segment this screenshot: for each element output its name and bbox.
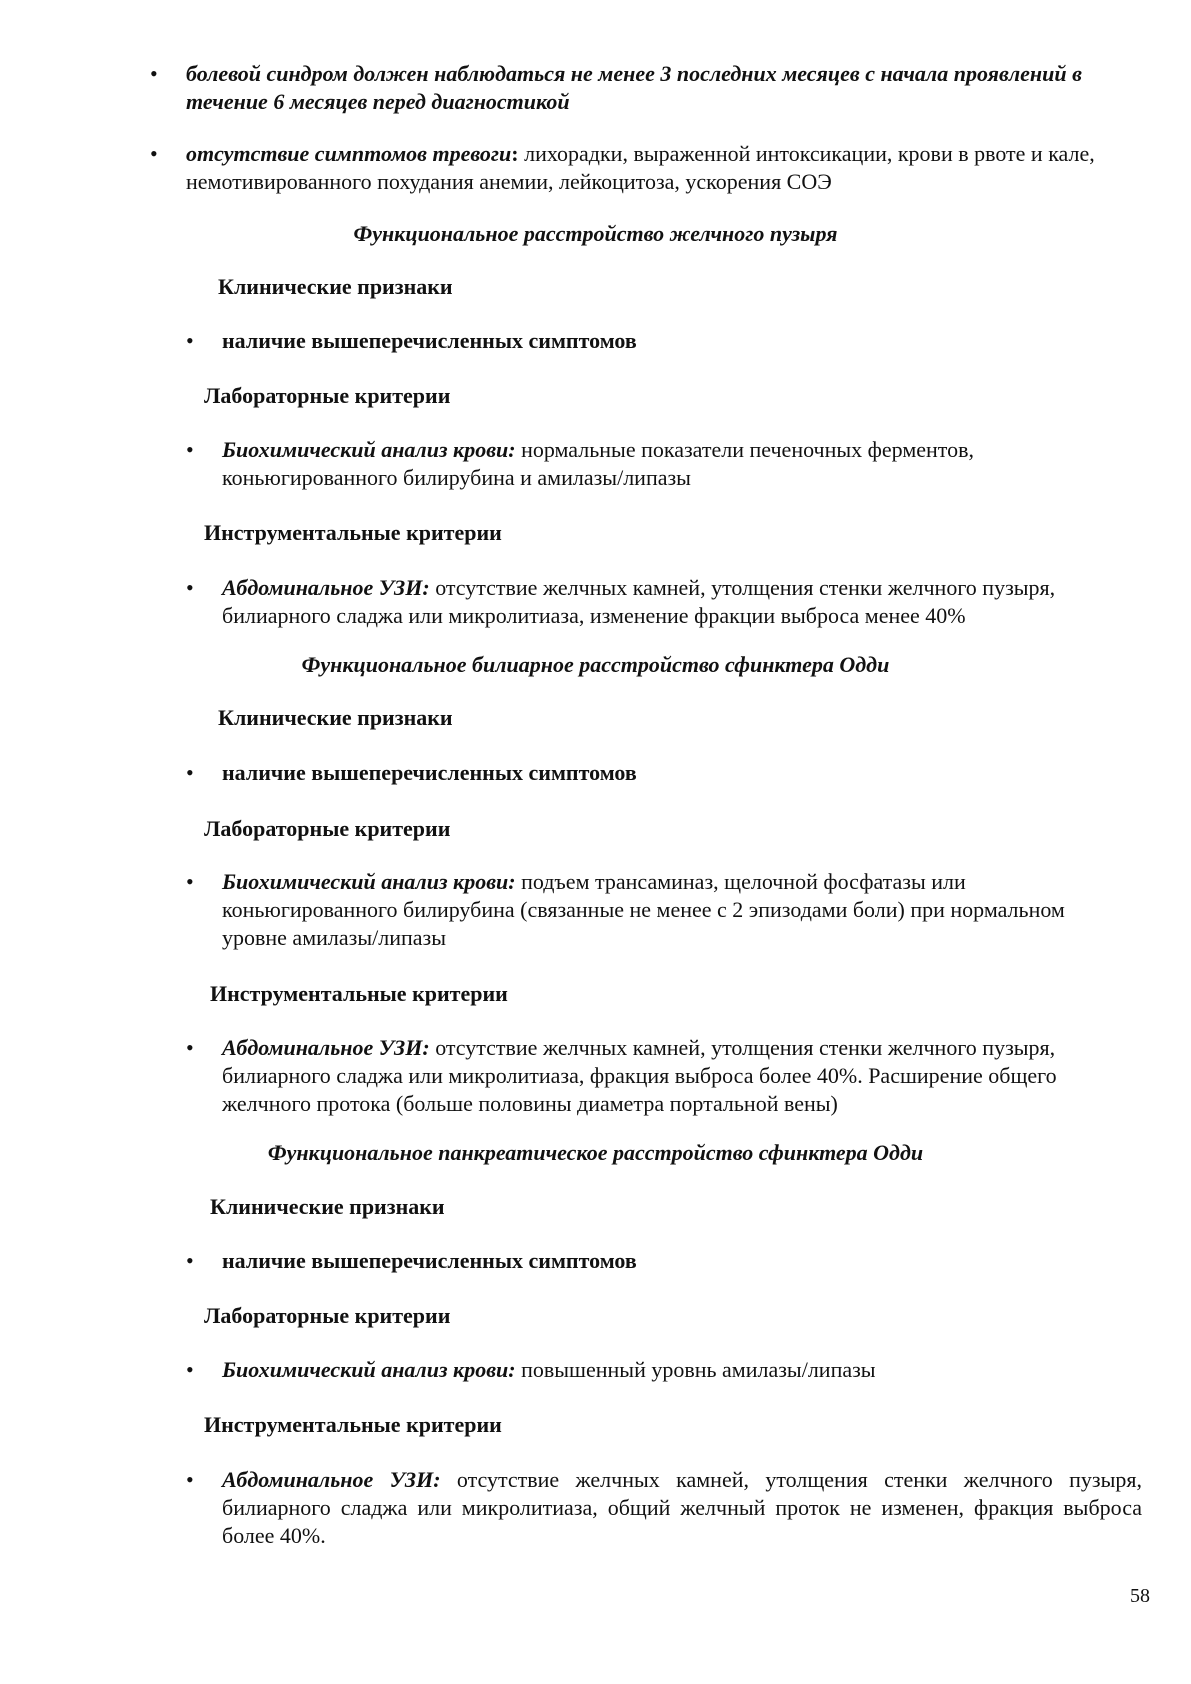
bullet-marker: •: [150, 141, 158, 166]
lab-label: Биохимический анализ крови:: [222, 869, 516, 894]
lab-label: Биохимический анализ крови:: [222, 437, 516, 462]
instrumental-label: Абдоминальное УЗИ:: [222, 575, 430, 600]
bullet-text: наличие вышеперечисленных симптомов: [222, 328, 637, 353]
colon: :: [511, 141, 519, 166]
lab-heading: Лабораторные критерии: [204, 383, 451, 408]
lab-text: подъем трансаминаз, щелочной фосфатазы или коньюгированного билирубина (связанные не менее с 2 эпизодами боли) при нормальном уровне амилазы/липазы: [222, 869, 1065, 950]
alarm-symptoms-text: лихорадки, выраженной интоксикации, крови в рвоте и кале, немотивированного похудания анемии, лейкоцитоза, ускорения СОЭ: [186, 141, 1095, 194]
bullet-marker: •: [186, 575, 194, 600]
alarm-symptoms-label: отсутствие симптомов тревоги: [186, 141, 512, 166]
clinical-heading: Клинические признаки: [210, 1194, 445, 1219]
lab-text: повышенный уровнь амилазы/липазы: [515, 1357, 876, 1382]
section-title: Функциональное панкреатическое расстройство сфинктера Одди: [267, 1140, 924, 1165]
instrumental-label: Абдоминальное УЗИ:: [222, 1467, 441, 1492]
bullet-marker: •: [150, 61, 158, 86]
bullet-marker: •: [186, 760, 194, 785]
instrumental-text: отсутствие желчных камней, утолщения стенки желчного пузыря, билиарного сладжа или микролитиаза, общий желчный проток не изменен, фракция выброса более 40%.: [222, 1467, 1142, 1548]
bullet-text: наличие вышеперечисленных симптомов: [222, 1248, 637, 1273]
instrumental-heading: Инструментальные критерии: [210, 981, 508, 1006]
bullet-marker: •: [186, 1035, 194, 1060]
bullet-marker: •: [186, 328, 194, 353]
clinical-heading: Клинические признаки: [218, 705, 453, 730]
lab-label: Биохимический анализ крови:: [222, 1357, 516, 1382]
lab-heading: Лабораторные критерии: [204, 816, 451, 841]
instrumental-label: Абдоминальное УЗИ:: [222, 1035, 430, 1060]
bullet-marker: •: [186, 1357, 194, 1382]
bullet-text: наличие вышеперечисленных симптомов: [222, 760, 637, 785]
instrumental-heading: Инструментальные критерии: [204, 520, 502, 545]
lab-heading: Лабораторные критерии: [204, 1303, 451, 1328]
instrumental-text: отсутствие желчных камней, утолщения стенки желчного пузыря, билиарного сладжа или микролитиаза, фракция выброса более 40%. Расширение общего желчного протока (больше половины диаметра портальной вены): [222, 1035, 1057, 1116]
clinical-heading: Клинические признаки: [218, 274, 453, 299]
bullet-marker: •: [186, 869, 194, 894]
instrumental-text: отсутствие желчных камней, утолщения стенки желчного пузыря, билиарного сладжа или микролитиаза, изменение фракции выброса менее 40%: [222, 575, 1056, 628]
instrumental-heading: Инструментальные критерии: [204, 1412, 502, 1437]
bullet-text: болевой синдром должен наблюдаться не менее 3 последних месяцев с начала проявлений в течение 6 месяцев перед диагностикой: [186, 61, 1082, 114]
page-number: 58: [1130, 1585, 1150, 1607]
section-title: Функциональное билиарное расстройство сфинктера Одди: [301, 652, 890, 677]
bullet-marker: •: [186, 437, 194, 462]
lab-text: нормальные показатели печеночных ферментов, коньюгированного билирубина и амилазы/липазы: [222, 437, 975, 490]
section-title: Функциональное расстройство желчного пузыря: [353, 221, 838, 246]
bullet-marker: •: [186, 1467, 194, 1492]
bullet-marker: •: [186, 1248, 194, 1273]
